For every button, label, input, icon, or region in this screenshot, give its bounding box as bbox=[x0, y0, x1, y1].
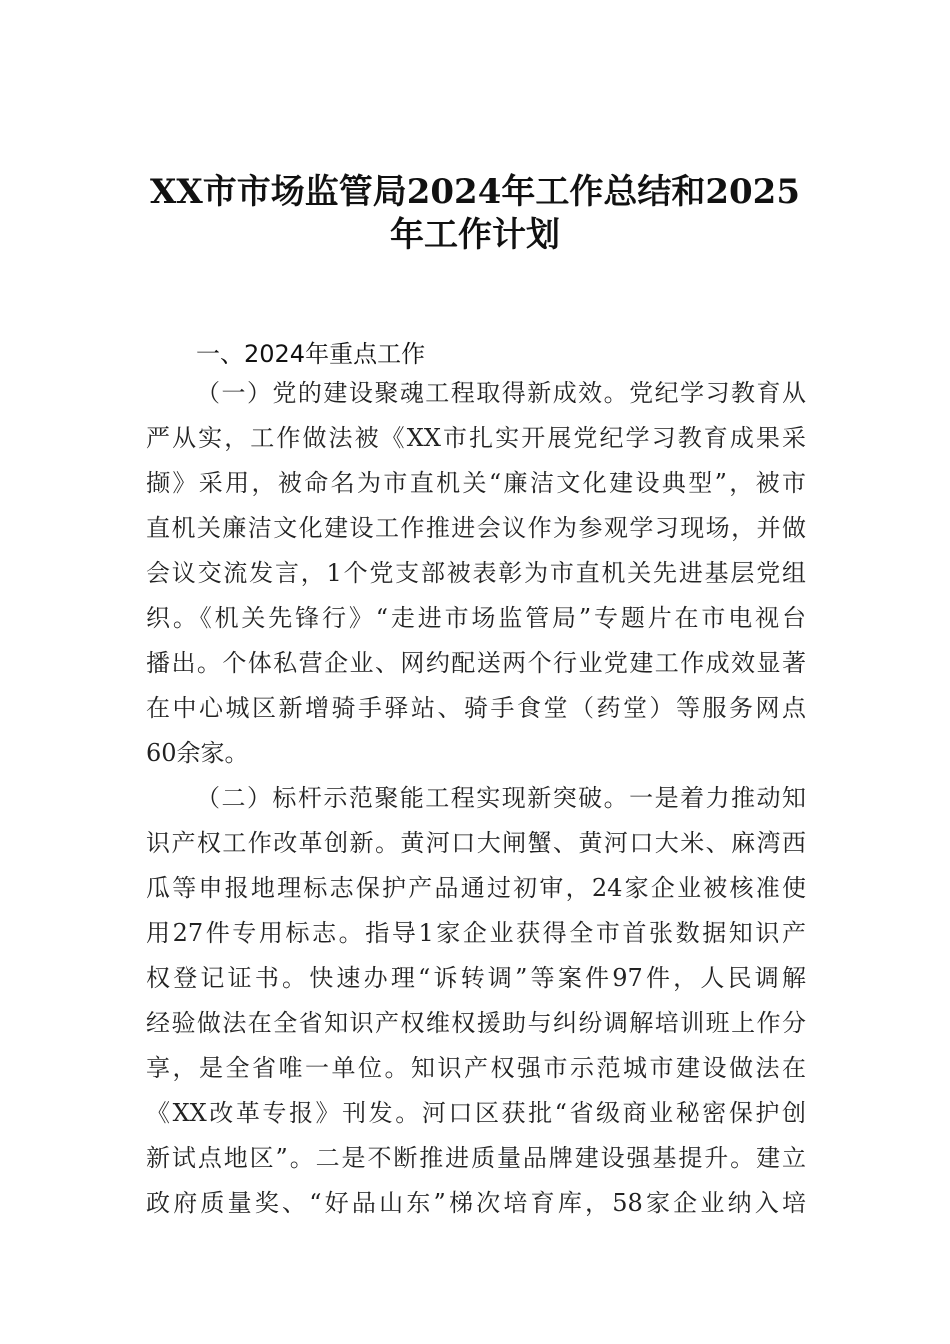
paragraph-2-line: 《XX改革专报》刊发。河口区获批“省级商业秘密保护创 bbox=[146, 1099, 806, 1127]
paragraph-1-line: 在中心城区新增骑手驿站、骑手食堂（药堂）等服务网点 bbox=[146, 694, 806, 722]
paragraph-2-line: （二）标杆示范聚能工程实现新突破。一是着力推动知 bbox=[196, 784, 806, 812]
paragraph-1-line: 会议交流发言，1个党支部被表彰为市直机关先进基层党组 bbox=[146, 559, 806, 587]
paragraph-2-line: 识产权工作改革创新。黄河口大闸蟹、黄河口大米、麻湾西 bbox=[146, 829, 806, 857]
document-title-line-2: 年工作计划 bbox=[390, 215, 560, 255]
paragraph-1-line: 60余家。 bbox=[146, 739, 249, 767]
paragraph-2-line: 瓜等申报地理标志保护产品通过初审，24家企业被核准使 bbox=[146, 874, 806, 902]
paragraph-2-line: 用27件专用标志。指导1家企业获得全市首张数据知识产 bbox=[146, 919, 806, 947]
paragraph-2-line: 政府质量奖、“好品山东”梯次培育库，58家企业纳入培 bbox=[146, 1189, 806, 1217]
paragraph-2-line: 权登记证书。快速办理“诉转调”等案件97件，人民调解 bbox=[146, 964, 806, 992]
paragraph-1-line: 严从实，工作做法被《XX市扎实开展党纪学习教育成果采 bbox=[146, 424, 806, 452]
paragraph-1-line: 织。《机关先锋行》“走进市场监管局”专题片在市电视台 bbox=[146, 604, 806, 632]
paragraph-1-line: （一）党的建设聚魂工程取得新成效。党纪学习教育从 bbox=[196, 379, 806, 407]
paragraph-2-line: 新试点地区”。二是不断推进质量品牌建设强基提升。建立 bbox=[146, 1144, 806, 1172]
paragraph-1-line: 直机关廉洁文化建设工作推进会议作为参观学习现场，并做 bbox=[146, 514, 806, 542]
paragraph-1-line: 撷》采用，被命名为市直机关“廉洁文化建设典型”，被市 bbox=[146, 469, 806, 497]
paragraph-2-line: 经验做法在全省知识产权维权援助与纠纷调解培训班上作分 bbox=[146, 1009, 806, 1037]
document-title-line-1: XX市市场监管局2024年工作总结和2025 bbox=[149, 172, 801, 212]
paragraph-2-line: 享，是全省唯一单位。知识产权强市示范城市建设做法在 bbox=[146, 1054, 806, 1082]
section-heading: 一、2024年重点工作 bbox=[196, 340, 426, 368]
paragraph-1-line: 播出。个体私营企业、网约配送两个行业党建工作成效显著 bbox=[146, 649, 806, 677]
